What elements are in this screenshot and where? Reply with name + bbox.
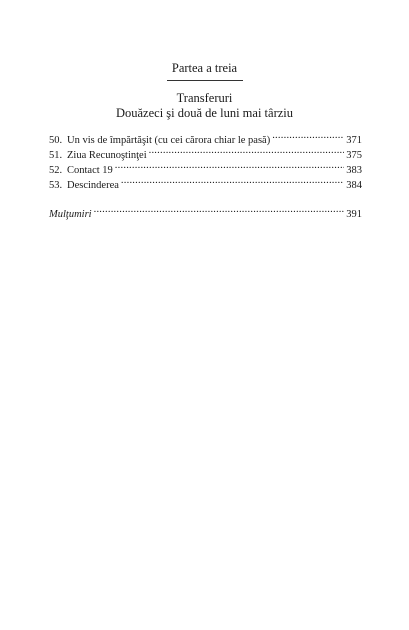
toc-entry-number: 53. bbox=[49, 180, 63, 191]
part-title: Partea a treia bbox=[171, 61, 238, 75]
toc-entry-50 bbox=[49, 128, 362, 146]
toc-entry-title: Mulţumiri bbox=[49, 209, 92, 220]
section-subtitle: Douăzeci şi două de luni mai târziu bbox=[115, 106, 294, 120]
table-of-contents bbox=[49, 128, 362, 220]
toc-dot-leader bbox=[94, 202, 345, 217]
toc-entry-page: 391 bbox=[346, 209, 362, 220]
part-title-underline bbox=[167, 80, 243, 81]
toc-entry-number: 50. bbox=[49, 135, 63, 146]
toc-entry-number: 51. bbox=[49, 150, 63, 161]
toc-entry-number: 52. bbox=[49, 165, 63, 176]
toc-entry-title: Descinderea bbox=[67, 180, 119, 191]
toc-dot-leader bbox=[149, 143, 345, 158]
toc-entry-title: Ziua Recunoştinţei bbox=[67, 150, 147, 161]
toc-entry-page: 384 bbox=[346, 180, 362, 191]
section-title: Transferuri bbox=[176, 91, 233, 105]
toc-entry-page: 371 bbox=[346, 135, 362, 146]
toc-dot-leader bbox=[272, 128, 344, 143]
toc-entry-title: Contact 19 bbox=[67, 165, 113, 176]
toc-entry-page: 375 bbox=[346, 150, 362, 161]
toc-entry-title: Un vis de împărtăşit (cu cei cărora chiar le pasă) bbox=[67, 135, 271, 146]
toc-entry-acknowledgements bbox=[49, 202, 362, 220]
toc-dot-leader bbox=[115, 158, 344, 173]
toc-entry-page: 383 bbox=[346, 165, 362, 176]
toc-dot-leader bbox=[121, 173, 344, 188]
